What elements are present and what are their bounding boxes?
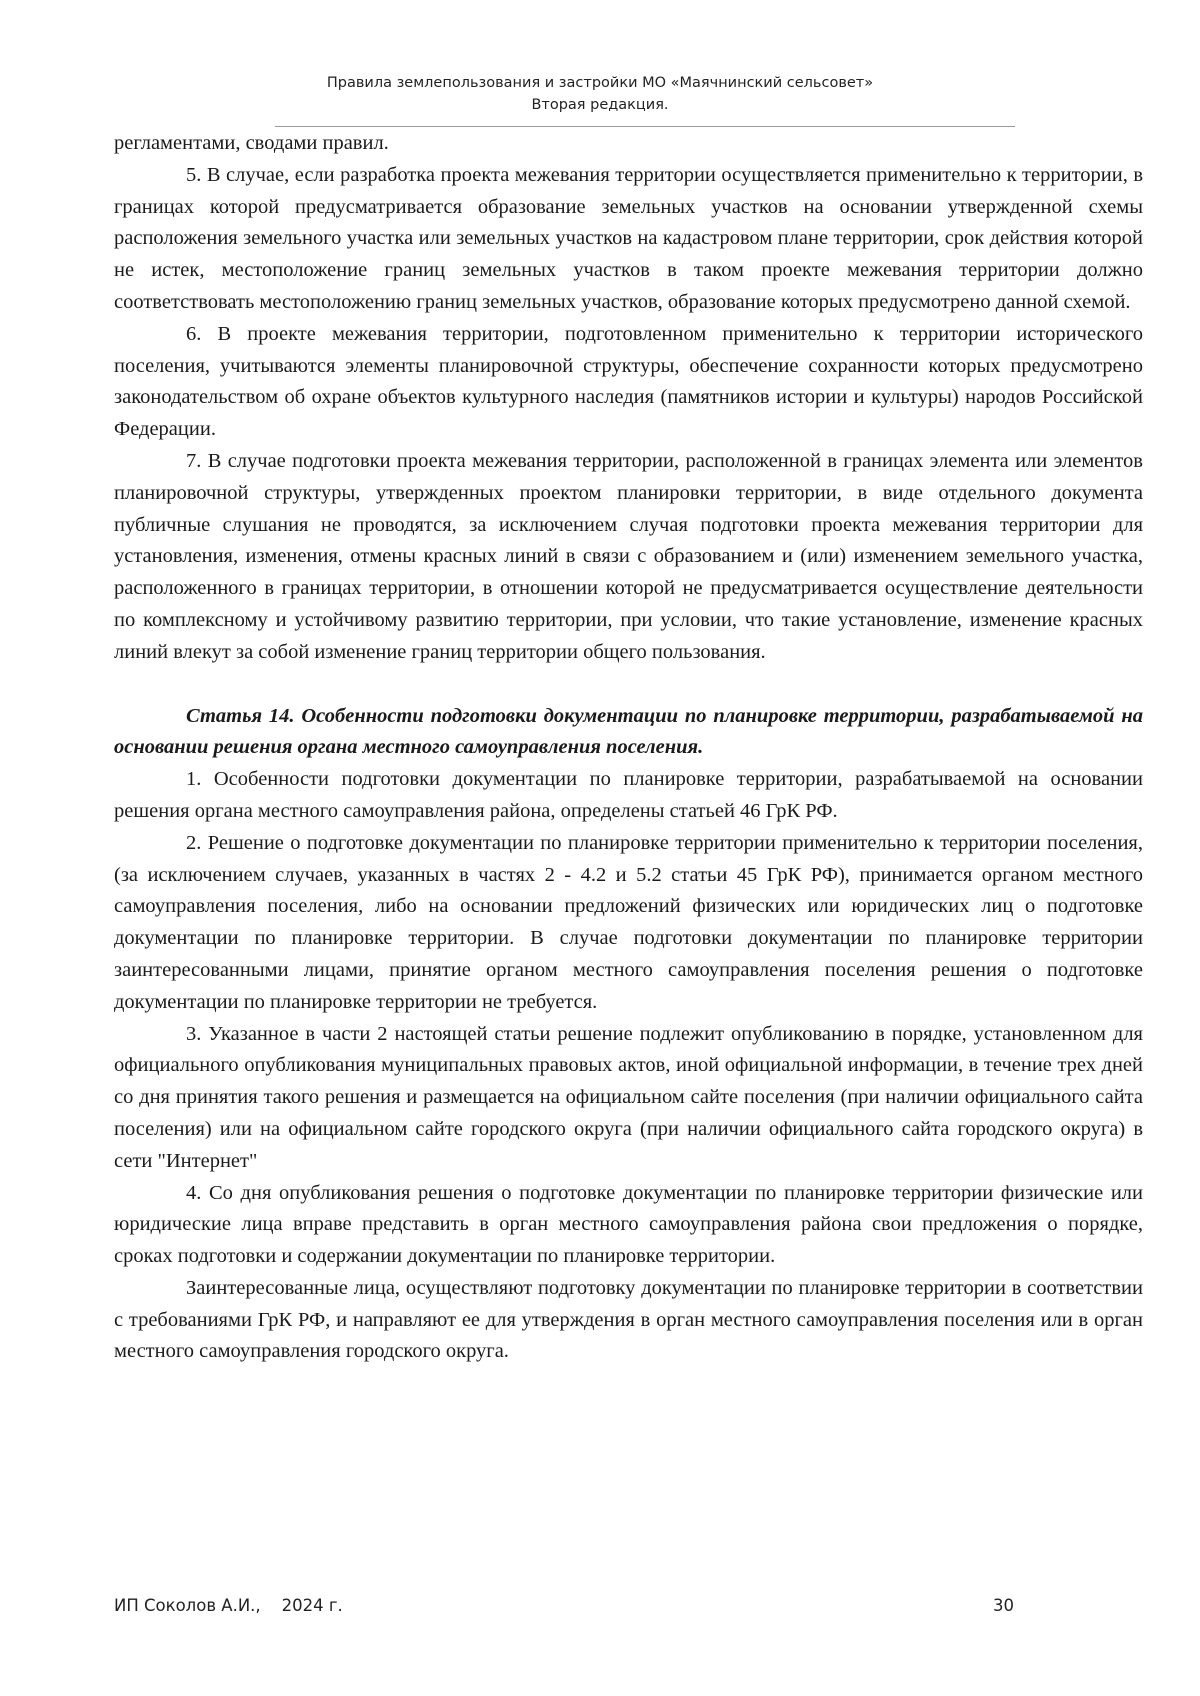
header-edition: Вторая редакция. <box>531 97 669 113</box>
article-item-1: 1. Особенности подготовки документации по планировке территории, разрабатываемой на основании решения органа местного самоуправления района, определены статьей 46 ГрК РФ. <box>114 768 1143 822</box>
header-title: Правила землепользования и застройки МО «Маячнинский сельсовет» <box>326 75 874 91</box>
paragraph-continuation: регламентами, сводами правил. <box>114 132 389 154</box>
article-item-3: 3. Указанное в части 2 настоящей статьи решение подлежит опубликованию в порядке, установленном для официального опубликования муниципальных правовых актов, иной официальной информации, в течение трех дней со дня принятия такого решения и размещается на официальном сайте поселения (при наличии официального сайта поселения) или на официальном сайте городского округа (при наличии официального сайта городского округа) в сети "Интернет" <box>114 1022 1143 1172</box>
article-paragraph-interested-parties: Заинтересованные лица, осуществляют подготовку документации по планировке территории в соответствии с требованиями ГрК РФ, и направляют ее для утверждения в орган местного самоуправления поселения или в орган местного самоуправления городского округа. <box>114 1276 1143 1363</box>
article-item-2: 2. Решение о подготовке документации по планировке территории применительно к территории поселения, (за исключением случаев, указанных в частях 2 - 4.2 и 5.2 статьи 45 ГрК РФ), принимается органом местного самоуправления поселения, либо на основании предложений физических или юридических лиц о подготовке документации по планировке территории. В случае подготовки документации по планировке территории заинтересованными лицами, принятие органом местного самоуправления поселения решения о подготовке документации по планировке территории не требуется. <box>114 831 1143 1013</box>
section-spacer <box>114 669 1143 701</box>
paragraph-item-7: 7. В случае подготовки проекта межевания территории, расположенной в границах элемента или элементов планировочной структуры, утвержденных проектом планировки территории, в виде отдельного документа публичные слушания не проводятся, за исключением случая подготовки проекта межевания территории для установления, изменения, отмены красных линий в связи с образованием и (или) изменением земельного участка, расположенного в границах территории, в отношении которой не предусматривается осуществление деятельности по комплексному и устойчивому развитию территории, при условии, что такие установление, изменение красных линий влекут за собой изменение границ территории общего пользования. <box>114 449 1143 663</box>
article-item-4: 4. Со дня опубликования решения о подготовке документации по планировке территории физические или юридические лица вправе представить в орган местного самоуправления района свои предложения о порядке, сроках подготовки и содержании документации по планировке территории. <box>114 1181 1143 1268</box>
paragraph-item-6: 6. В проекте межевания территории, подготовленном применительно к территории исторического поселения, учитываются элементы планировочной структуры, обеспечение сохранности которых предусмотрено законодательством об охране объектов культурного наследия (памятников истории и культуры) народов Российской Федерации. <box>114 322 1143 441</box>
header-divider <box>275 126 1015 127</box>
footer-author: ИП Соколов А.И., 2024 г. <box>114 1596 343 1615</box>
article-14-heading: Статья 14. Особенности подготовки документации по планировке территории, разрабатываемой на основании решения органа местного самоуправления поселения. <box>114 704 1143 759</box>
paragraph-item-5: 5. В случае, если разработка проекта межевания территории осуществляется применительно к территории, в границах которой предусматривается образование земельных участков на основании утвержденной схемы расположения земельного участка или земельных участков на кадастровом плане территории, срок действия которой не истек, местоположение границ земельных участков в таком проекте межевания территории должно соответствовать местоположению границ земельных участков, образование которых предусмотрено данной схемой. <box>114 163 1143 313</box>
running-header <box>0 72 1200 116</box>
document-body <box>114 128 1143 1368</box>
page-number: 30 <box>993 1596 1014 1615</box>
